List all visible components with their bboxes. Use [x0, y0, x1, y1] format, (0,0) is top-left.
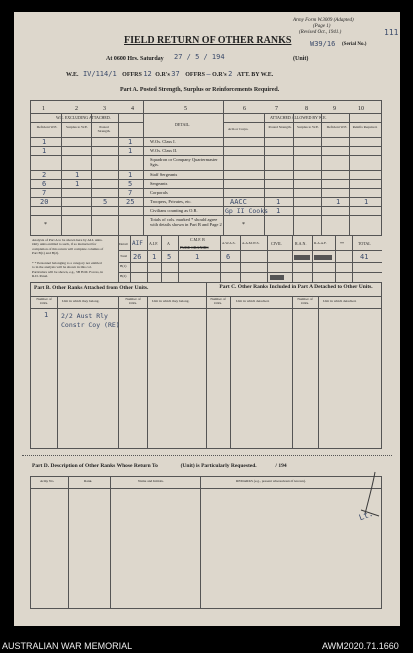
part-d-heading: Part D. Description of Other Ranks Whose Return To (Unit) is Particularly Requested. / 194: [32, 463, 287, 469]
signature: [355, 470, 381, 530]
analysis-side-b1: B(1): [120, 264, 127, 268]
part-b-heading: Part B. Other Ranks Attached from Other Units.: [34, 285, 149, 291]
col-num-3: 3: [103, 106, 106, 112]
sub-header-5: Posted Strength.: [268, 125, 292, 129]
we-line: W.E. IV/114/1 OFFRS 12 O.R's 37 OFFRS — O.R's 2 ATT. BY W.E.: [66, 70, 274, 78]
row-6-c1: 7: [42, 189, 47, 197]
part-b-entry-unit: 2/2 Aust Rly Constr Coy (RE): [61, 312, 120, 330]
personnel-note: * * Personnel belonging to a category not entitled to in the analysis will be shown in this col. Particulars will be shown, e.g., 5B H.M. Forces, in R.D. Panel.: [32, 261, 104, 279]
analysis-h-ran: R.A.N.: [295, 241, 307, 246]
section-separator: [22, 455, 392, 456]
unit-label: (Unit): [293, 56, 309, 62]
row-8-detail: Civilians counting as O.R.: [150, 208, 198, 213]
row-9-detail: Totals of cols. marked * should agree with details shown in Part B and Page 2: [150, 217, 222, 228]
col-num-5: 5: [184, 106, 187, 112]
row-6-detail: Corporals: [150, 190, 168, 195]
analysis-val-aif2: 1: [152, 253, 157, 261]
c-header-1: Number of O.Rs.: [210, 297, 226, 305]
sub-header-3: Posted Strength.: [97, 125, 111, 133]
col-num-9: 9: [333, 106, 336, 112]
row-4-c3: 1: [128, 171, 133, 179]
b-header-2: Unit in which they belong.: [62, 299, 100, 303]
part-a-heading: Part A. Posted Strength, Surplus or Reinforcements Required.: [120, 87, 280, 93]
analysis-side-total: Total: [120, 254, 128, 258]
signature-text: Lt.: [357, 508, 375, 523]
part-c-heading: Part C. Other Ranks Included in Part A Detached to Other Units.: [219, 284, 373, 290]
col-num-2: 2: [75, 106, 78, 112]
analysis-h-raaf: R.A.A.F.: [314, 241, 327, 245]
excl-header: W.E. EXCLUDING ATTACHED.: [56, 115, 111, 120]
sub-header-1: Deficient W.E.: [36, 125, 58, 129]
sub-header-6: Surplus to W.E.: [297, 125, 319, 129]
col-num-6: 6: [243, 106, 246, 112]
analysis-val-cmf: 1: [195, 253, 200, 261]
row-7-c7: 1: [276, 198, 281, 206]
analysis-h-star: **: [340, 241, 344, 246]
return-date: 27 / 5 / 194: [174, 53, 225, 61]
blocked-cell: [270, 275, 284, 280]
row-5-detail: Sergeants: [150, 181, 168, 186]
row-6-c3: 7: [128, 189, 133, 197]
d-header-rank: Rank.: [84, 479, 93, 483]
d-header-remarks: REMARKS (e.g., present whereabouts if known).: [236, 479, 306, 483]
serial-label: (Serial No.): [342, 42, 367, 47]
analysis-h-aif: AIF: [132, 240, 143, 247]
c-header-4: Unit in which detached.: [323, 299, 357, 303]
row-7-c8: 1: [336, 198, 341, 206]
analysis-note: Analysis of Part A to be shown here by ALL units. Only units entitled to such, if so instructed for completion of this return will complete columns of Part B(1) and B(2).: [32, 238, 104, 256]
row-3-detail: Squadron or Company Quartermaster Sgts.: [150, 157, 218, 168]
sub-header-8: Reinfts Required.: [352, 125, 378, 129]
col-num-10: 10: [358, 106, 364, 112]
row-8-c7: 1: [276, 207, 281, 215]
row-5-c3: 5: [128, 180, 133, 188]
analysis-val-aif: 26: [133, 253, 142, 261]
analysis-h-a: A: [167, 241, 170, 246]
analysis-val-awas: 6: [226, 253, 231, 261]
row-1-detail: W.Os. Class I.: [150, 139, 176, 144]
form-ref: Army Form W.3009 (Adapted) (Page 1) (Revised Oct., 1941.): [293, 18, 354, 35]
row-7-detail: Troopers, Privates, etc.: [150, 199, 192, 204]
analysis-h-cmf: C.M.F. B: [190, 237, 205, 242]
c-header-3: Number of O.Rs.: [297, 297, 313, 305]
blocked-cell: [314, 255, 332, 260]
row-9-c1: *: [44, 222, 47, 228]
row-4-c2: 1: [75, 171, 80, 179]
blocked-cell: [294, 255, 310, 260]
row-2-c3: 1: [128, 147, 133, 155]
b-header-1: Number of O.Rs.: [36, 297, 52, 305]
row-5-c2: 1: [75, 180, 80, 188]
return-time: At 0600 Hrs. Saturday: [106, 56, 164, 62]
row-7-c3: 25: [126, 198, 135, 206]
row-5-c1: 6: [42, 180, 47, 188]
serial-value: W39/16: [310, 40, 336, 48]
row-2-detail: W.Os. Class II.: [150, 148, 178, 153]
analysis-val-a: 5: [167, 253, 172, 261]
form-title: FIELD RETURN OF OTHER RANKS: [124, 35, 292, 46]
row-2-c1: 1: [42, 147, 47, 155]
margin-mark: 111: [384, 28, 399, 37]
row-7-c9: 1: [364, 198, 369, 206]
sub-header-2: Surplus to W.E.: [66, 125, 88, 129]
sub-header-7: Deficient W.E.: [326, 125, 348, 129]
row-4-detail: Staff Sergeants: [150, 172, 178, 177]
analysis-h-civil: CIVIL: [271, 241, 282, 246]
c-header-2: Unit in which detached.: [236, 299, 270, 303]
analysis-side-detail: Detail: [119, 242, 128, 246]
row-8-c6: Gp II Cooks: [225, 207, 269, 215]
b-header-4: Unit in which they belong.: [152, 299, 190, 303]
analysis-h-awas: A.W.A.S.: [222, 241, 236, 245]
att-header: ATTACHED ALLOWED BY W.E.: [270, 115, 327, 120]
col-num-7: 7: [275, 106, 278, 112]
row-4-c1: 2: [42, 171, 47, 179]
col-num-1: 1: [42, 106, 45, 112]
analysis-h-total: TOTAL: [358, 241, 371, 246]
b-header-3: Number of O.Rs.: [125, 297, 141, 305]
row-1-c1: 1: [42, 138, 47, 146]
row-7-c2: 5: [103, 198, 108, 206]
analysis-val-total: 41: [360, 253, 369, 261]
analysis-side-b2: B(2): [120, 274, 127, 278]
footer-source: AUSTRALIAN WAR MEMORIAL: [2, 641, 133, 651]
row-7-c6: AACC: [230, 198, 247, 206]
col-num-8: 8: [305, 106, 308, 112]
detail-header: DETAIL.: [175, 122, 191, 127]
d-header-army-no: Army No.: [40, 479, 55, 483]
part-b-entry-number: 1: [44, 311, 49, 319]
sub-header-4: Arm or Corps.: [228, 127, 249, 131]
analysis-h-aamws: A.A.M.W.S.: [242, 241, 260, 245]
row-1-c3: 1: [128, 138, 133, 146]
row-7-c1: 20: [40, 198, 49, 206]
row-9-c6: *: [242, 222, 245, 228]
footer-accession: AWM2020.71.1660: [322, 641, 399, 651]
col-num-4: 4: [131, 106, 134, 112]
analysis-h-aif2: A.I.F.: [149, 241, 159, 246]
d-header-name: Name and Initials.: [138, 479, 164, 483]
pure-crossed: PURE CRANIBS: [180, 245, 209, 250]
